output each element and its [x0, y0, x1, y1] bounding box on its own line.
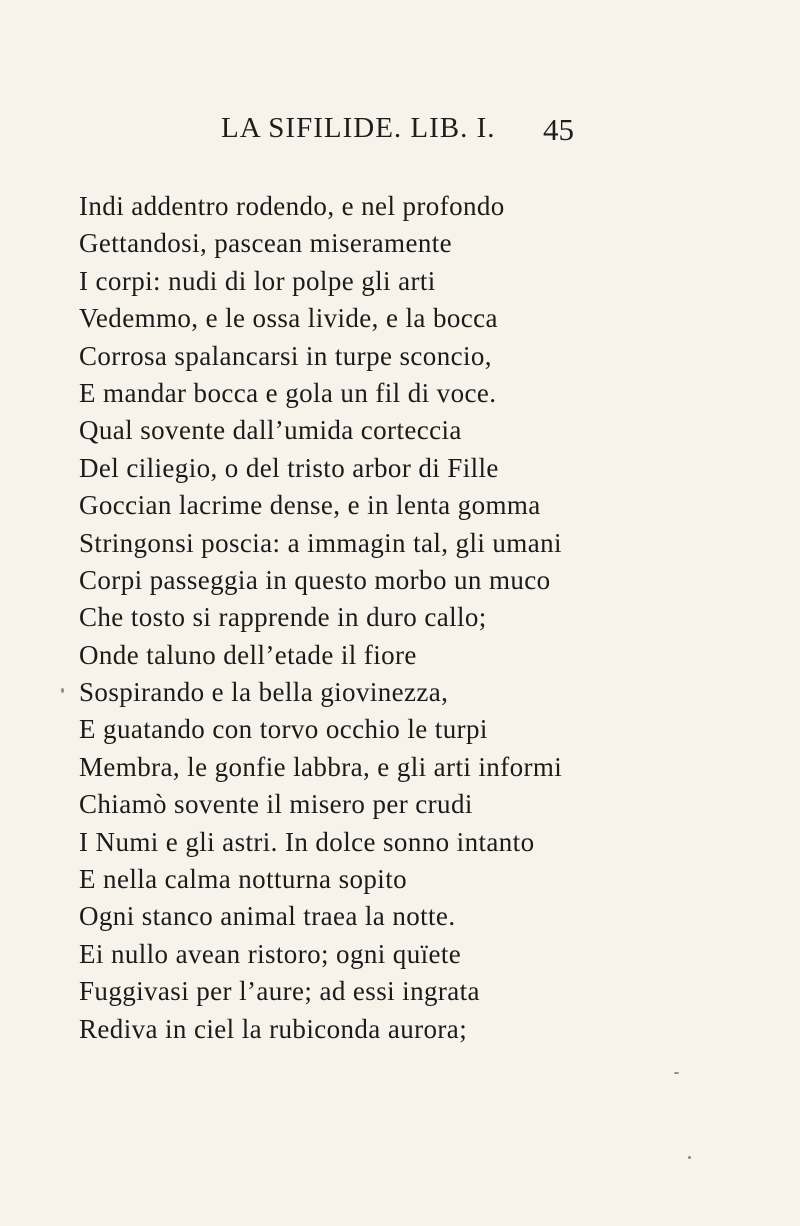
verse-line: Stringonsi poscia: a immagin tal, gli umani [79, 527, 562, 558]
verse-line: Sospirando e la bella giovinezza, [79, 677, 449, 708]
verse-line: Chiamò sovente il misero per crudi [79, 789, 473, 820]
verse-line: Onde taluno dell’etade il fiore [79, 639, 417, 670]
verse-line: Membra, le gonfie labbra, e gli arti informi [79, 751, 563, 782]
verse-line: Gettandosi, pascean miseramente [79, 228, 453, 259]
paper-speck [61, 688, 64, 693]
verse-line: Corrosa spalancarsi in turpe sconcio, [79, 340, 492, 371]
verse-line: Che tosto si rapprende in duro callo; [79, 602, 487, 633]
verse-line: Goccian lacrime dense, e in lenta gomma [79, 490, 541, 521]
page-number: 45 [543, 112, 574, 147]
paper-speck [674, 1072, 679, 1074]
verse-line: Indi addentro rodendo, e nel profondo [79, 191, 505, 221]
verse-line: E guatando con torvo occhio le turpi [79, 714, 488, 745]
verse-line: Rediva in ciel la rubiconda aurora; [79, 1013, 468, 1044]
running-title: LA SIFILIDE. LIB. I. [221, 112, 496, 144]
verse-line: Del ciliegio, o del tristo arbor di Fille [79, 452, 499, 483]
verse-line: I corpi: nudi di lor polpe gli arti [79, 265, 436, 296]
verse-line: Ogni stanco animal traea la notte. [79, 901, 456, 932]
verse-line: Qual sovente dall’umida corteccia [79, 415, 462, 446]
paper-speck [688, 1156, 691, 1159]
verse-block [79, 188, 779, 1048]
verse-line: E mandar bocca e gola un fil di voce. [79, 377, 497, 408]
verse-line: Ei nullo avean ristoro; ogni quïete [79, 938, 462, 969]
verse-line: I Numi e gli astri. In dolce sonno intanto [79, 826, 535, 857]
verse-line: Corpi passeggia in questo morbo un muco [79, 564, 551, 595]
verse-line: E nella calma notturna sopito [79, 864, 408, 895]
running-head [0, 112, 800, 162]
verse-line: Vedemmo, e le ossa livide, e la bocca [79, 303, 498, 334]
verse-line: Fuggivasi per l’aure; ad essi ingrata [79, 976, 480, 1007]
